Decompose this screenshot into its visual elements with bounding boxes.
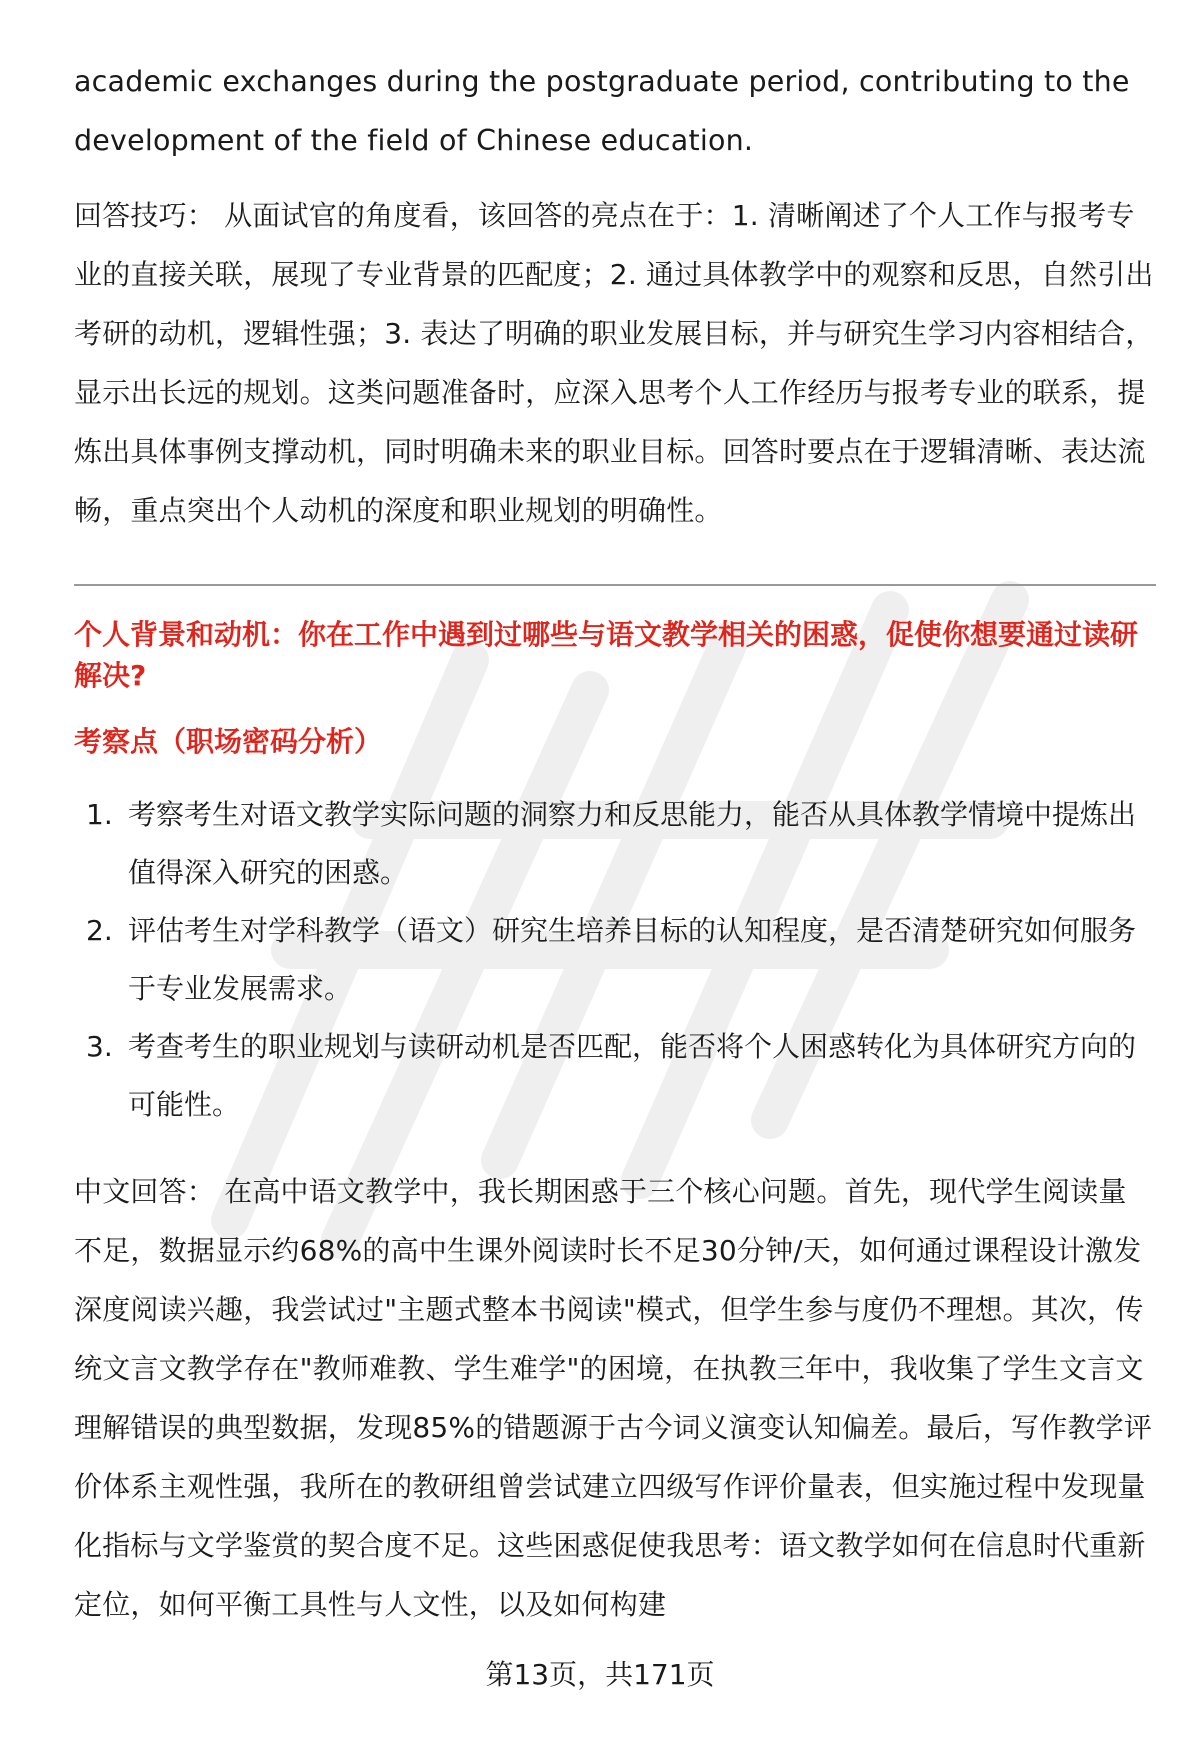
tips-label: 回答技巧：: [74, 199, 216, 232]
question-heading: 个人背景和动机：你在工作中遇到过哪些与语文教学相关的困惑，促使你想要通过读研解决?: [74, 618, 1139, 692]
tips-paragraph: [74, 186, 1154, 540]
answer-label: 中文回答：: [74, 1175, 216, 1208]
list-item: [74, 1018, 1154, 1134]
page-footer: 第13页，共171页: [485, 1658, 715, 1691]
content-body: [74, 52, 1154, 1634]
intro-english-paragraph: academic exchanges during the postgraduate period, contributing to the development of the field of Chinese education.: [74, 65, 1130, 157]
section-divider: [74, 584, 1156, 586]
list-item: [74, 902, 1154, 1018]
list-item: [74, 786, 1154, 902]
list-item-number: 1.: [86, 798, 113, 831]
answer-paragraph: [74, 1162, 1154, 1634]
answer-text: 在高中语文教学中，我长期困惑于三个核心问题。首先，现代学生阅读量不足，数据显示约68%的高中生课外阅读时长不足30分钟/天，如何通过课程设计激发深度阅读兴趣，我尝试过"主题式整本书阅读"模式，但学生参与度仍不理想。其次，传统文言文教学存在"教师难教、学生难学"的困境，在执教三年中，我收集了学生文言文理解错误的典型数据，发现85%的错题源于古今词义演变认知偏差。最后，写作教学评价体系主观性强，我所在的教研组曾尝试建立四级写作评价量表，但实施过程中发现量化指标与文学鉴赏的契合度不足。这些困惑促使我思考：语文教学如何在信息时代重新定位，如何平衡工具性与人文性，以及如何构建: [74, 1175, 1153, 1621]
exam-points-list: [74, 786, 1154, 1134]
tips-text: 从面试官的角度看，该回答的亮点在于：1. 清晰阐述了个人工作与报考专业的直接关联，展现了专业背景的匹配度；2. 通过具体教学中的观察和反思，自然引出考研的动机，逻辑性强；3. 表达了明确的职业发展目标，并与研究生学习内容相结合，显示出长远的规划。这类问题准备时，应深入思考个人工作经历与报考专业的联系，提炼出具体事例支撑动机，同时明确未来的职业目标。回答时要点在于逻辑清晰、表达流畅，重点突出个人动机的深度和职业规划的明确性。: [74, 199, 1154, 527]
list-item-text: 考查考生的职业规划与读研动机是否匹配，能否将个人困惑转化为具体研究方向的可能性。: [128, 1030, 1137, 1121]
list-item-number: 3.: [86, 1030, 113, 1063]
exam-points-heading: 考察点（职场密码分析）: [74, 725, 383, 758]
list-item-text: 评估考生对学科教学（语文）研究生培养目标的认知程度，是否清楚研究如何服务于专业发展需求。: [128, 914, 1137, 1005]
list-item-number: 2.: [86, 914, 113, 947]
list-item-text: 考察考生对语文教学实际问题的洞察力和反思能力，能否从具体教学情境中提炼出值得深入研究的困惑。: [128, 798, 1137, 889]
